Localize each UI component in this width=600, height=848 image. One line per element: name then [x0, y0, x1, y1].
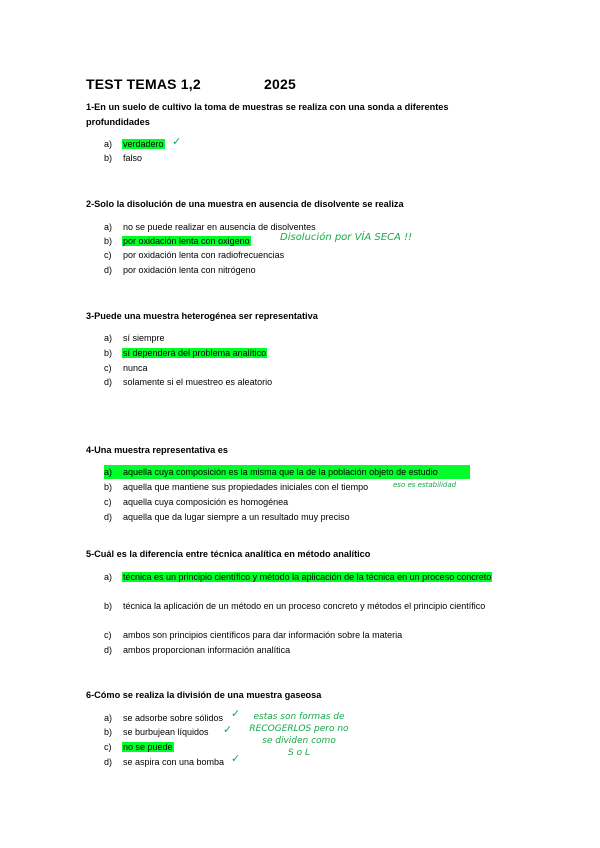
q5-option-d [104, 643, 291, 657]
check-mark-icon: ✓ [223, 723, 233, 736]
option-text: aquella cuya composición es la misma que la de la población objeto de estudio [123, 467, 438, 477]
handwritten-note-q4: eso es estabilidad [393, 481, 457, 489]
check-mark-icon: ✓ [231, 707, 241, 720]
note-line: S o L [288, 748, 310, 758]
option-letter: b) [104, 601, 113, 611]
option-letter: d) [104, 377, 113, 387]
option-letter: b) [104, 348, 113, 358]
option-letter: a) [104, 222, 113, 232]
q4-option-c [104, 495, 289, 509]
option-text: por oxidación lenta con radiofrecuencias [123, 250, 285, 260]
option-text: solamente si el muestreo es aleatorio [123, 377, 273, 387]
option-text: no se puede [123, 742, 173, 752]
option-text: se aspira con una bomba [123, 757, 225, 767]
q1-option-a [104, 137, 165, 151]
q6-option-c [104, 740, 174, 754]
option-letter: a) [104, 572, 113, 582]
question-5: 5-Cuál es la diferencia entre técnica analítica en método analítico [86, 549, 371, 559]
note-line: estas son formas de [253, 712, 345, 722]
q3-option-b [104, 346, 267, 360]
option-text: técnica la aplicación de un método en un proceso concreto y métodos el principio científico [123, 601, 486, 611]
option-text: verdadero [123, 139, 164, 149]
option-letter: c) [104, 630, 112, 640]
q6-option-d [104, 755, 225, 769]
option-text: por oxidación lenta con oxigeno [123, 236, 250, 246]
note-line: se dividen como [262, 736, 336, 746]
q5-option-b [104, 599, 494, 613]
q4-option-b [104, 480, 369, 494]
q5-option-c [104, 628, 403, 642]
q3-option-a [104, 331, 166, 345]
page-title [86, 76, 296, 92]
option-letter: a) [104, 713, 113, 723]
question-6: 6-Cómo se realiza la división de una muestra gaseosa [86, 690, 322, 700]
q4-option-d [104, 510, 351, 524]
q3-option-c [104, 361, 149, 375]
option-text: no se puede realizar en ausencia de disolventes [123, 222, 316, 232]
option-text: técnica es un principio científico y método la aplicación de la técnica en un proceso concreto [123, 572, 492, 582]
q4-option-a [104, 465, 470, 479]
option-letter: a) [104, 467, 113, 477]
option-letter: d) [104, 645, 113, 655]
q1-option-b [104, 151, 143, 165]
title-year: 2025 [264, 76, 296, 92]
option-text: se adsorbe sobre sólidos [123, 713, 224, 723]
option-letter: b) [104, 153, 113, 163]
handwritten-note-q6 [244, 711, 354, 759]
option-text: aquella que da lugar siempre a un resultado muy preciso [123, 512, 350, 522]
q6-option-a [104, 711, 224, 725]
option-text: aquella cuya composición es homogénea [123, 497, 289, 507]
option-text: nunca [123, 363, 148, 373]
option-text: falso [123, 153, 143, 163]
option-text: se burbujean líquidos [123, 727, 209, 737]
q3-option-d [104, 375, 273, 389]
handwritten-note-q2: Disolución por VÍA SECA !! [280, 232, 413, 243]
option-letter: a) [104, 139, 113, 149]
check-mark-icon: ✓ [172, 135, 182, 148]
title-text: TEST TEMAS 1,2 [86, 76, 201, 92]
q5-option-a [104, 570, 494, 584]
option-letter: b) [104, 236, 113, 246]
option-text: por oxidación lenta con nitrógeno [123, 265, 256, 275]
option-text: ambos proporcionan información analítica [123, 645, 291, 655]
option-letter: d) [104, 757, 113, 767]
check-mark-icon: ✓ [231, 752, 241, 765]
question-2: 2-Solo la disolución de una muestra en ausencia de disolvente se realiza [86, 199, 404, 209]
option-letter: c) [104, 250, 112, 260]
note-line: RECOGERLOS pero no [249, 724, 349, 734]
option-letter: a) [104, 333, 113, 343]
q2-option-b [104, 234, 251, 248]
option-text: aquella que mantiene sus propiedades iniciales con el tiempo [123, 482, 369, 492]
option-letter: b) [104, 727, 113, 737]
option-letter: c) [104, 363, 112, 373]
q6-option-b [104, 725, 210, 739]
option-letter: c) [104, 742, 112, 752]
option-text: ambos son principios científicos para dar información sobre la materia [123, 630, 403, 640]
q2-option-d [104, 263, 257, 277]
option-letter: d) [104, 265, 113, 275]
option-letter: d) [104, 512, 113, 522]
q2-option-c [104, 248, 285, 262]
option-letter: b) [104, 482, 113, 492]
question-4: 4-Una muestra representativa es [86, 445, 228, 455]
option-text: sí siempre [123, 333, 165, 343]
question-3: 3-Puede una muestra heterogénea ser representativa [86, 311, 318, 321]
question-1: 1-En un suelo de cultivo la toma de muestras se realiza con una sonda a diferentes profundidades [86, 102, 449, 127]
option-text: sí dependerá del problema analítico [123, 348, 267, 358]
option-letter: c) [104, 497, 112, 507]
